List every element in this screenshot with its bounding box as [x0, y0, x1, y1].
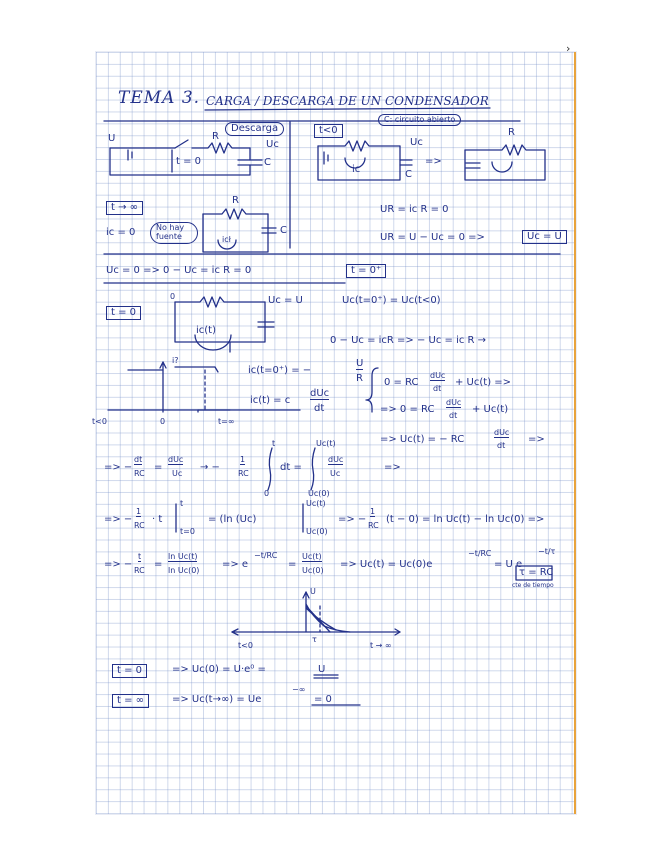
eq-ic-t-num: dUc: [310, 388, 330, 399]
eq-r1: 0 = RC: [384, 377, 419, 388]
label-c: C: [264, 157, 271, 168]
label-tlt0: t<0: [314, 124, 343, 138]
eq-continuity: Uc(t=0⁺) = Uc(t<0): [342, 295, 441, 306]
eq-r2: => 0 = RC: [380, 404, 435, 415]
int-coef-den: RC: [238, 469, 249, 478]
eq-kvl: 0 − Uc = icR => − Uc = ic R →: [330, 335, 487, 346]
exp-lhs-num: t: [138, 552, 142, 561]
label-c-3: C: [280, 225, 287, 236]
int-tail: =>: [384, 462, 401, 473]
label-t0plus: t = 0⁺: [346, 264, 386, 278]
eq-r1-tail: + Uc(t) =>: [455, 377, 512, 388]
exp-frac-den: ln Uc(0): [168, 566, 200, 575]
answer-underline-1: [314, 675, 338, 678]
exp-result-exp: −t/RC: [468, 549, 492, 558]
log-lhs: => −: [104, 514, 133, 525]
title-underline: [205, 108, 490, 110]
eq-vr2: UR = U − Uc = 0 =>: [380, 232, 485, 243]
eq-r3-den: dt: [497, 441, 506, 450]
graph1-zero: 0: [160, 417, 166, 426]
circuit-steady: [203, 209, 276, 252]
eq-r1-num: dUc: [430, 371, 446, 380]
label-descarga: Descarga: [225, 122, 284, 136]
eq-ic-t-den: dt: [314, 403, 325, 414]
label-v: U: [108, 133, 116, 144]
exp-eq2: =: [288, 559, 297, 570]
exp-eq: =: [154, 559, 163, 570]
log-eval-upper: t: [180, 499, 184, 508]
eq-r3-tail: =>: [528, 434, 545, 445]
int-lower: 0: [264, 489, 270, 498]
log-lhs-num: 1: [136, 507, 142, 516]
int-lhs-num: dt: [134, 455, 143, 464]
graph1-tlt0: t<0: [92, 417, 107, 426]
integral-1: [268, 448, 272, 490]
final-eq2-result: = 0: [314, 694, 332, 705]
exp-exponent: −t/RC: [254, 551, 278, 560]
tau-def: τ = RC: [519, 567, 554, 578]
exp-result-tail-exp: −t/τ: [538, 547, 556, 556]
graph2-tlt0: t<0: [238, 641, 253, 650]
graph1-tinf: t=∞: [218, 417, 235, 426]
voltage-graph: [232, 592, 400, 635]
label-t0: t = 0: [176, 156, 202, 167]
final-eq1-result: U: [318, 664, 326, 675]
int-lhs-den: RC: [134, 469, 145, 478]
exp-lhs-den: RC: [134, 566, 145, 575]
int-arrow: → −: [200, 462, 220, 473]
brace-system: [366, 368, 378, 412]
eq-vr2-boxed: Uc = U: [522, 230, 567, 244]
eq-ic-t0-den: R: [356, 373, 363, 384]
final-eq2: => Uc(t→∞) = Ue: [172, 694, 262, 705]
eq-r1-den: dt: [433, 384, 442, 393]
integral-2: [311, 448, 315, 490]
graph2-tinf: t → ∞: [370, 641, 392, 650]
int-lhs: => −: [104, 462, 133, 473]
log-rhs-tail: (t − 0) = ln Uc(t) − ln Uc(0) =>: [386, 514, 545, 525]
label-icd: icł: [222, 235, 231, 244]
label-vc: Uc: [266, 139, 279, 150]
label-arrow: =>: [425, 156, 442, 167]
eq-ic-t0: ic(t=0⁺) = −: [248, 365, 312, 376]
log-lhs-t: · t: [152, 514, 163, 525]
page-title: TEMA 3.: [118, 88, 201, 108]
eq-r3-num: dUc: [494, 428, 510, 437]
eq-vr: UR = ic R = 0: [380, 204, 449, 215]
label-ict: ic(t): [196, 325, 216, 336]
final-eq1: => Uc(0) = U·e⁰ =: [172, 664, 266, 675]
label-t0-box: t = 0: [106, 306, 141, 320]
note-open-circuit: C: circuito abierto: [378, 114, 461, 126]
int-coef-num: 1: [240, 455, 246, 464]
int-mid-den: Uc: [172, 469, 183, 478]
label-ic-zero: ic = 0: [106, 227, 136, 238]
int-upper: t: [272, 439, 276, 448]
graph1-qmark: i?: [172, 356, 179, 365]
page-subtitle: CARGA / DESCARGA DE UN CONDENSADOR: [206, 94, 489, 108]
log-rhs-den: RC: [368, 521, 379, 530]
corner-mark: ›: [566, 42, 571, 55]
label-node-0: 0: [170, 292, 176, 301]
eq-r2-tail: + Uc(t): [472, 404, 509, 415]
log-mid-upper: Uc(t): [306, 499, 326, 508]
graph2-v: U: [310, 587, 316, 596]
exp-arrow: => e: [222, 559, 249, 570]
log-lhs-den: RC: [134, 521, 145, 530]
eq-r3: => Uc(t) = − RC: [380, 434, 465, 445]
tau-note: cte de tiempo: [512, 582, 554, 589]
exp-result: => Uc(t) = Uc(0)e: [340, 559, 433, 570]
log-rhs: => −: [338, 514, 367, 525]
log-mid-lower: Uc(0): [306, 527, 328, 536]
graph2-tau: τ: [312, 635, 317, 644]
int-body: dt =: [280, 462, 302, 473]
note-no-source: No hay fuente: [150, 222, 198, 244]
label-R-2: R: [508, 127, 515, 138]
eq-r2-num: dUc: [446, 398, 462, 407]
int2-num: dUc: [328, 455, 344, 464]
exp-frac-num: ln Uc(t): [168, 552, 198, 561]
eq-line-1: Uc = 0 => 0 − Uc = ic R = 0: [106, 265, 252, 276]
exp-frac2-num: Uc(t): [302, 552, 322, 561]
log-mid: = (ln (Uc): [208, 514, 257, 525]
log-rhs-num: 1: [370, 507, 376, 516]
int-eq: =: [154, 462, 163, 473]
log-eval-lower: t=0: [180, 527, 195, 536]
exp-lhs: => −: [104, 559, 133, 570]
final-box-t0: t = 0: [112, 664, 147, 678]
label-tinf: t → ∞: [106, 201, 143, 215]
eq-ic-t0-num: U: [356, 358, 364, 369]
int2-den: Uc: [330, 469, 341, 478]
label-vc-2: Uc: [410, 137, 423, 148]
circuit-t0: [175, 297, 274, 352]
eq-r2-den: dt: [449, 411, 458, 420]
label-vc-u: Uc = U: [268, 295, 303, 306]
final-eq2-exp: −∞: [292, 685, 306, 694]
int-mid-num: dUc: [168, 455, 184, 464]
label-R: R: [212, 131, 219, 142]
int2-upper: Uc(t): [316, 439, 336, 448]
label-c-2: C: [405, 169, 412, 180]
final-box-tinf: t = ∞: [112, 694, 149, 708]
label-R-3: R: [232, 195, 239, 206]
label-ic: ic: [352, 164, 361, 175]
int2-lower: Uc(0): [308, 489, 330, 498]
eq-ic-t: ic(t) = c: [250, 395, 291, 406]
exp-frac2-den: Uc(0): [302, 566, 324, 575]
exp-result-tail: = U e: [494, 559, 523, 570]
